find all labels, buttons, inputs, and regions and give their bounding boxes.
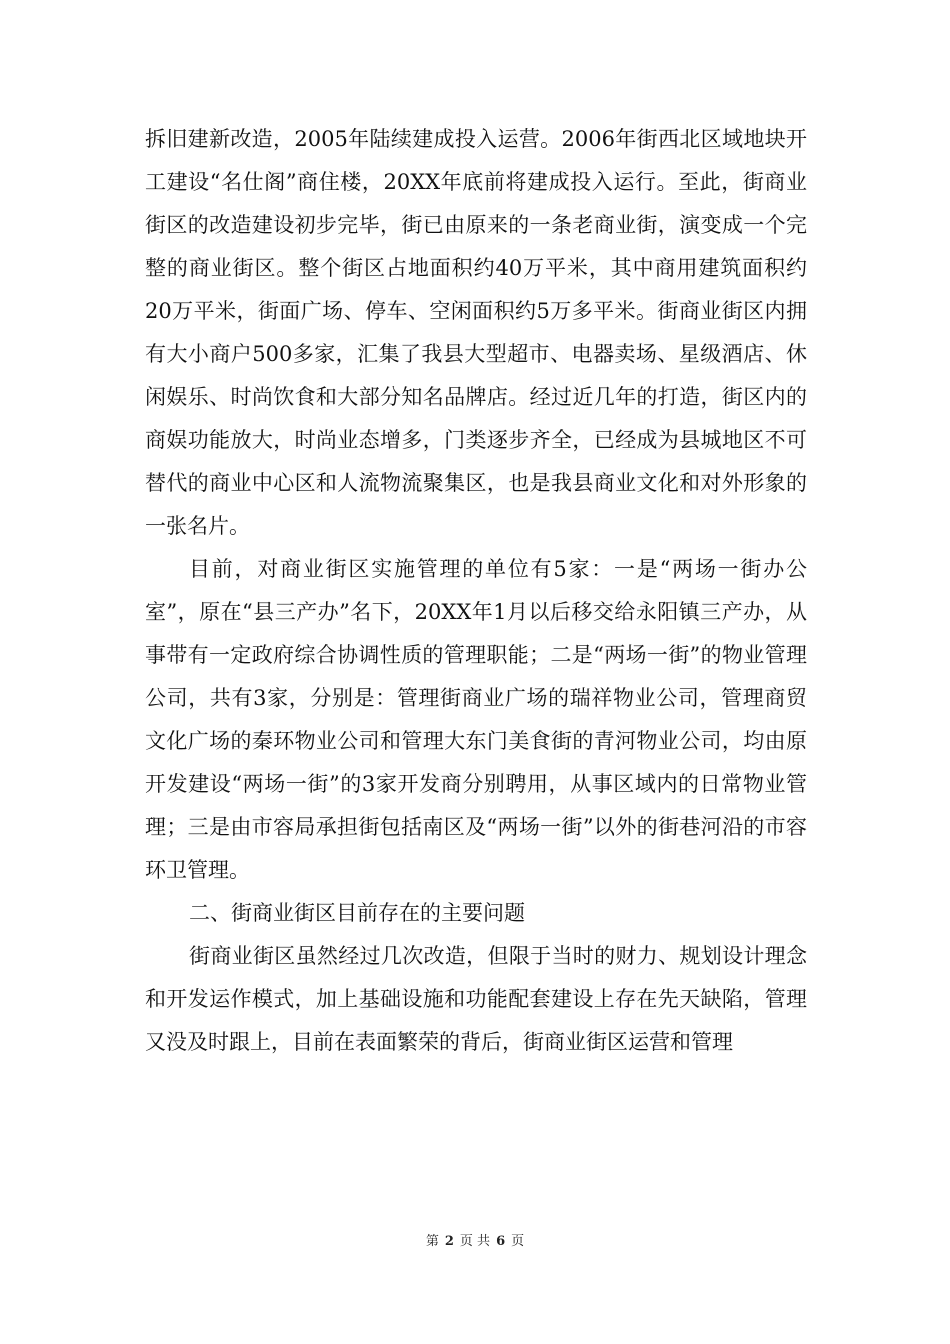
current-page-number: 2: [444, 1234, 454, 1249]
paragraph-2: 目前，对商业街区实施管理的单位有5家：一是“两场一街办公室”，原在“县三产办”名下，20XX年1月以后移交给永阳镇三产办，从事带有一定政府综合协调性质的管理职能；二是“两场一街”的物业管理公司，共有3家，分别是：管理街商业广场的瑞祥物业公司，管理商贸文化广场的秦环物业公司和管理大东门美食街的青河物业公司，均由原开发建设“两场一街”的3家开发商分别聘用，从事区域内的日常物业管理；三是由市容局承担街包括南区及“两场一街”以外的街巷河沿的市容环卫管理。: [145, 557, 807, 882]
footer-prefix: 第: [425, 1234, 439, 1249]
page-footer: [0, 1232, 950, 1252]
footer-suffix: 页: [511, 1234, 525, 1249]
paragraph-3: 街商业街区虽然经过几次改造，但限于当时的财力、规划设计理念和开发运作模式，加上基础设施和功能配套建设上存在先天缺陷，管理又没及时跟上，目前在表面繁荣的背后，街商业街区运营和管理: [145, 944, 807, 1054]
document-body: [145, 118, 807, 1064]
section-heading: 二、街商业街区目前存在的主要问题: [189, 901, 525, 925]
paragraph-1: 拆旧建新改造，2005年陆续建成投入运营。2006年街西北区域地块开工建设“名仕阁”商住楼，20XX年底前将建成投入运行。至此，街商业街区的改造建设初步完毕，街已由原来的一条老商业街，演变成一个完整的商业街区。整个街区占地面积约40万平米，其中商用建筑面积约20万平米，街面广场、停车、空闲面积约5万多平米。街商业街区内拥有大小商户500多家，汇集了我县大型超市、电器卖场、星级酒店、休闲娱乐、时尚饮食和大部分知名品牌店。经过近几年的打造，街区内的商娱功能放大，时尚业态增多，门类逐步齐全，已经成为县城地区不可替代的商业中心区和人流物流聚集区，也是我县商业文化和对外形象的一张名片。: [145, 127, 807, 538]
total-pages-number: 6: [496, 1234, 506, 1249]
footer-middle: 页 共: [459, 1234, 491, 1249]
